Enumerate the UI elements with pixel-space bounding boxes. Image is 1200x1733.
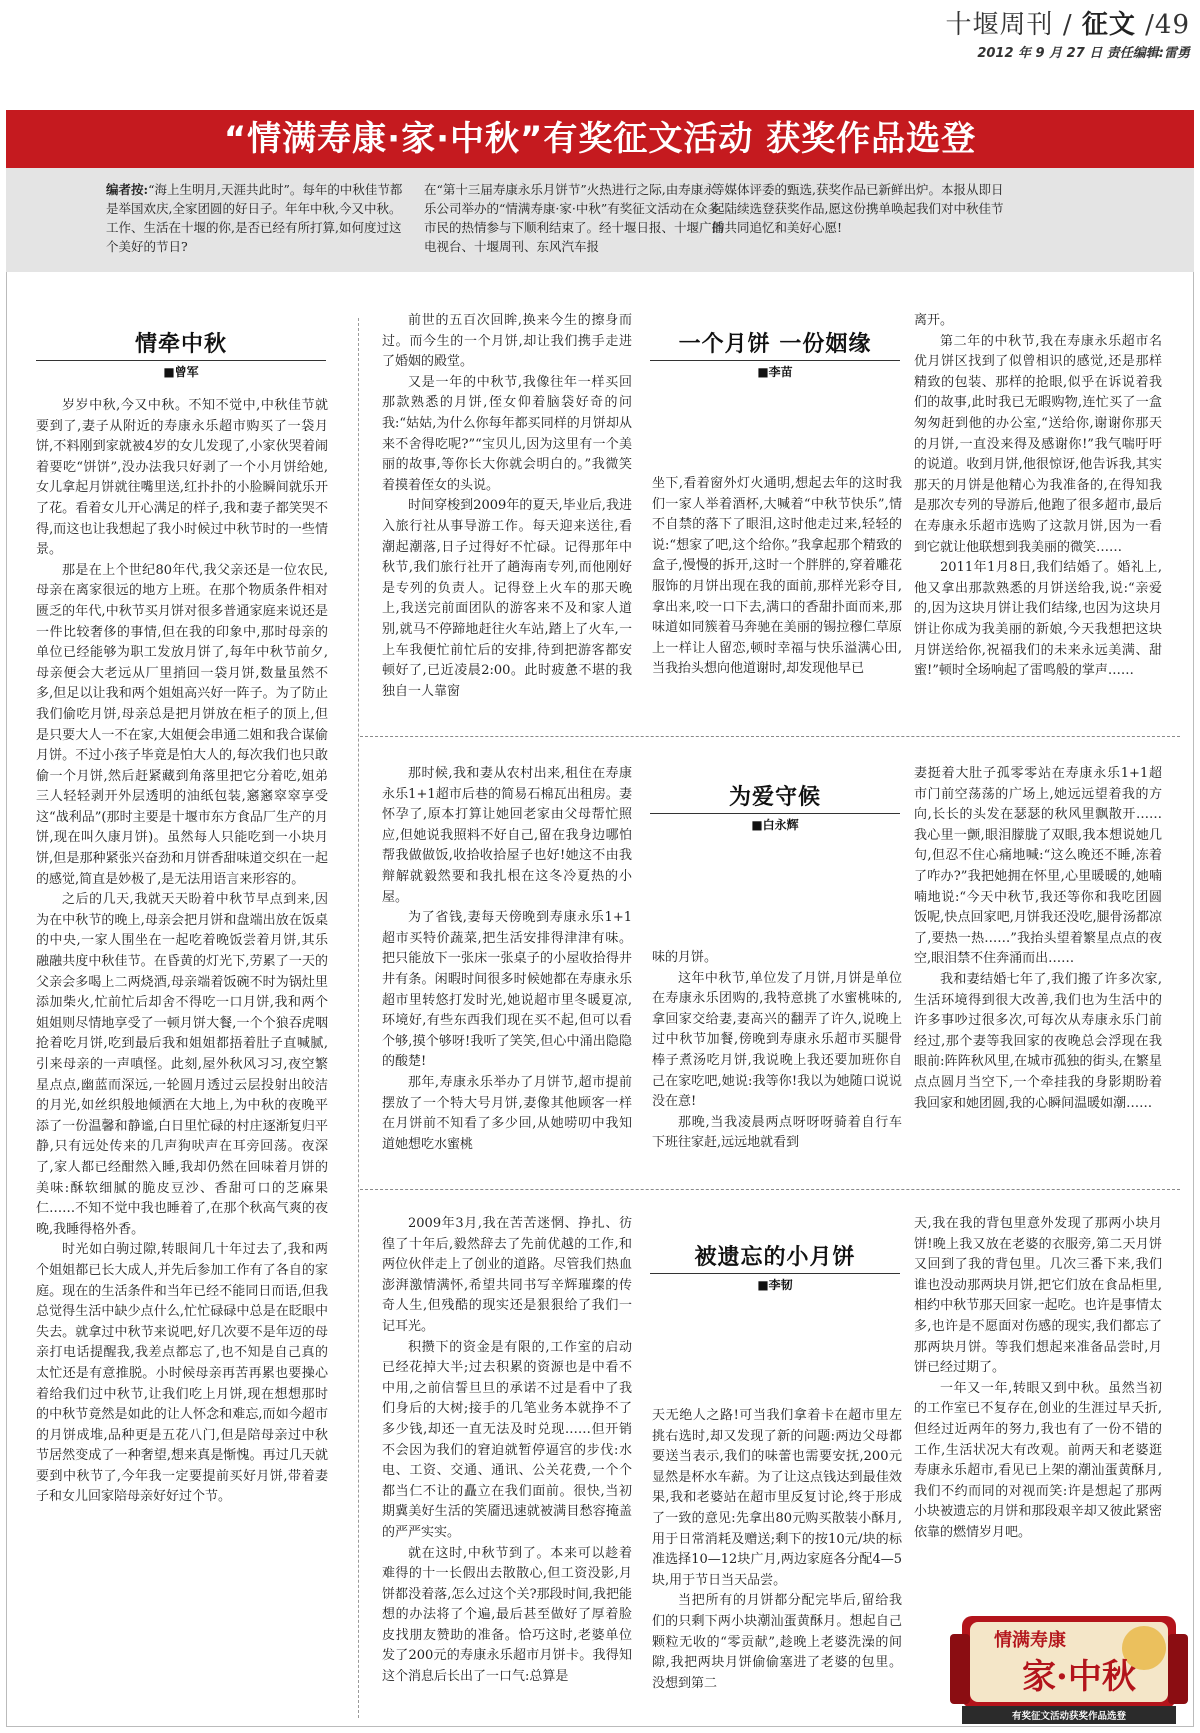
paragraph: 积攒下的资金是有限的,工作室的启动已经花掉大半;过去积累的资源也是中看不中用,之前信誓旦旦的承诺不过是看中了我们身后的大树;接手的几笔业务本就挣不了多少钱,却还一直无法及时兑现……但开销不会因为我们的窘迫就暂停逼宫的步伐:水电、工资、交通、通讯、公关花费,一个个都当仁不让的矗立在我们面前。很快,当初期冀美好生活的笑靥迅速就被满目愁容掩盖的严严实实。 — [382, 1339, 632, 1540]
paragraph: 离开。 — [914, 313, 954, 328]
article-3-title-block — [650, 780, 900, 833]
article-2-title-block — [650, 327, 900, 380]
paragraph: 第二年的中秋节,我在寿康永乐超市名优月饼区找到了似曾相识的感觉,还是那样精致的包装、那样的抢眼,似乎在诉说着我们的故事,此时我已无暇购物,连忙买了一盒匆匆赶到他的办公室,“送给你,谢谢你那天的月饼,一直没来得及感谢你!”我气喘吁吁的说道。收到月饼,他很惊讶,他告诉我,其实那天的月饼是他精心为我准备的,在得知我是那次专列的导游后,他跑了很多超市,最后在寿康永乐超市选购了这款月饼,因为一看到它就让他联想到我美丽的微笑…… — [914, 333, 1162, 555]
page-number: 49 — [1154, 10, 1190, 40]
article-2-body-col2 — [652, 474, 902, 680]
editor-note-col3: 等媒体评委的甄选,获奖作品已新鲜出炉。本报从即日起陆续选登获奖作品,愿这份携单唤起我们对中秋佳节的共同追忆和美好心愿! — [712, 182, 1004, 235]
article-1-body — [36, 396, 328, 1508]
paragraph: 为了省钱,妻每天傍晚到寿康永乐1+1超市买特价蔬菜,把生活安排得津津有味。把只能放下一张床一张桌子的小屋收拾得井井有条。闲暇时间很多时候她都在寿康永乐超市里转悠打发时光,她说超市里冬暖夏凉,环境好,有些东西我们现在买不起,但可以看个够,摸个够呀!我听了笑笑,但心中涌出隐隐的酸楚! — [382, 910, 632, 1070]
title-rule — [650, 1273, 900, 1274]
article-4-title-block — [650, 1240, 900, 1293]
paragraph: 一年又一年,转眼又到中秋。虽然当初的工作室已不复存在,创业的生涯过早夭折,但经过近两年的努力,我也有了一份不错的工作,生活状况大有改观。前两天和老婆逛寿康永乐超市,看见已上架的潮汕蛋黄酥月,我们不约而同的对视而笑:许是想起了那两小块被遗忘的月饼和那段艰辛却又彼此紧密依靠的燃情岁月吧。 — [914, 1380, 1162, 1540]
contest-logo — [944, 1608, 1194, 1728]
section-name: 征文 — [1081, 10, 1136, 40]
section-divider-1 — [360, 736, 1180, 737]
article-2-author: ■李苗 — [757, 365, 793, 379]
article-3-author: ■白永辉 — [751, 818, 799, 832]
article-3-title: 为爱守候 — [728, 785, 821, 810]
editor-note-label: 编者按: — [106, 182, 149, 197]
paragraph: 之后的几天,我就天天盼着中秋节早点到来,因为在中秋节的晚上,母亲会把月饼和盘端出放在饭桌的中央,一家人围坐在一起吃着晚饭尝着月饼,其乐融融共度中秋佳节。在昏黄的灯光下,劳累了一天的父亲会多喝上二两烧酒,母亲端着饭碗不时为锅灶里添加柴火,忙前忙后却舍不得吃一口月饼,我和两个姐姐则尽情地享受了一顿月饼大餐,一个个狼吞虎咽抢着吃月饼,吃到最后我和姐姐都捂着肚子直喊腻,引来母亲的一声嗔怪。此刻,屋外秋风习习,夜空繁星点点,幽蓝而深远,一轮圆月透过云层投射出皎洁的月光,如丝织般地倾洒在大地上,为中秋的夜晚平添了一份温馨和静谧,白日里忙碌的村庄逐渐复归平静,只有远处传来的几声狗吠声在耳旁回荡。夜深了,家人都已经酣然入睡,我却仍然在回味着月饼的美味:酥软细腻的脆皮豆沙、香甜可口的芝麻果仁……不知不觉中我也睡着了,在那个秋高气爽的夜晚,我睡得格外香。 — [36, 892, 328, 1237]
article-1-title: 情牵中秋 — [134, 332, 227, 357]
editor-note-col1 — [106, 180, 406, 256]
article-4-body-col3 — [914, 1214, 1162, 1544]
paragraph: 天无绝人之路!可当我们拿着卡在超市里左挑右选时,却又发现了新的问题:两边父母都要送当表示,我们的味蕾也需要安抚,200元显然是杯水车薪。为了让这点钱达到最佳效果,我和老婆站在超市里反复讨论,终于形成了一致的意见:先拿出80元购买散装小酥月,用于日常消耗及赠送;剩下的按10元/块的标准选择10—12块广月,两边家庭各分配4—5块,用于节日当天品尝。 — [652, 1408, 902, 1588]
paragraph: 当把所有的月饼都分配完毕后,留给我们的只剩下两小块潮汕蛋黄酥月。想起自己颗粒无收的“零贡献”,趁晚上老婆洗澡的间隙,我把两块月饼偷偷塞进了老婆的包里。没想到第二 — [652, 1593, 902, 1691]
paragraph: 妻挺着大肚子孤零零站在寿康永乐1+1超市门前空荡荡的广场上,她远远望着我的方向,长长的头发在瑟瑟的秋风里飘散开……我心里一颤,眼泪朦胧了双眼,我本想说她几句,但忍不住心痛地喊:“这么晚还不睡,冻着了咋办?”我把她拥在怀里,心里暖暖的,她喃喃地说:“今天中秋节,我还等你和我吃团圆饭呢,快点回家吧,月饼我还没吃,腿骨汤都凉了,要热一热……”我抬头望着繁星点点的夜空,眼泪禁不住奔涌而出…… — [914, 766, 1162, 967]
logo-text-line2: 家·中秋 — [1022, 1657, 1136, 1697]
paragraph: 我和妻结婚七年了,我们搬了许多次家,生活环境得到很大改善,我们也为生活中的许多事吵过很多次,可每次从寿康永乐门前经过,那个妻等我回家的夜晚总会浮现在我眼前:阵阵秋风里,在城市孤独的街头,在繁星点点圆月当空下,一个牵挂我的身影期盼着我回家和她团圆,我的心瞬间温暖如潮…… — [914, 971, 1162, 1111]
paragraph: 那晚,当我凌晨两点呀呀呀骑着自行车下班往家赶,远远地就看到 — [652, 1114, 902, 1151]
article-2-body-col1 — [382, 311, 632, 702]
paragraph: 坐下,看着窗外灯火通明,想起去年的这时我们一家人举着酒杯,大喊着“中秋节快乐”,情不自禁的落下了眼泪,这时他走过来,轻轻的说:“想家了吧,这个给你。”我拿起那个精致的盒子,慢慢的拆开,这时一个胖胖的,穿着雕花服饰的月饼出现在我的面前,那样光彩夺目,拿出来,咬一口下去,满口的香甜扑面而来,那味道如同簇着马奔驰在美丽的锡拉穆仁草原上一样让人留恋,顿时幸福与快乐溢满心田,当我抬头想向他道谢时,却发现他早已 — [652, 476, 902, 677]
paragraph: 就在这时,中秋节到了。本来可以趁着难得的十一长假出去散散心,但工资没影,月饼都没着落,怎么过这个关?那段时间,我把能想的办法将了个遍,最后甚至做好了厚着脸皮找朋友赞助的准备。恰巧这时,老婆单位发了200元的寿康永乐超市月饼卡。我得知这个消息后长出了一口气:总算是 — [382, 1545, 632, 1685]
paragraph: 时光如白驹过隙,转眼间几十年过去了,我和两个姐姐都已长大成人,并先后参加工作有了各自的家庭。现在的生活条件和当年已经不能同日而语,但我总觉得生活中缺少点什么,忙忙碌碌中总是在眨眼中失去。就拿过中秋节来说吧,好几次要不是年迈的母亲打电话提醒我,我差点都忘了,也不知是自己真的太忙还是有意推脱。小时候母亲再苦再累也要操心着给我们过中秋节,让我们吃上月饼,现在想想那时的中秋节竟然是如此的让人怀念和难忘,而如今超市的月饼成堆,品种更是五花八门,但是陪母亲过中秋节居然变成了一种奢望,想来真是惭愧。再过几天就要到中秋节了,今年我一定要提前买好月饼,带着妻子和女儿回家陪母亲好好过个节。 — [36, 1242, 328, 1505]
article-1-title-block — [36, 327, 326, 380]
paragraph: 这年中秋节,单位发了月饼,月饼是单位在寿康永乐团购的,我特意挑了水蜜桃味的,拿回家交给妻,妻高兴的翻弄了许久,说晚上过中秋节加餐,傍晚到寿康永乐超市买腿骨棒子煮汤吃月饼,我说晚上我还要加班你自己在家吃吧,她说:我等你!我以为她随口说说没在意! — [652, 970, 902, 1110]
section-divider-2 — [360, 1189, 1180, 1190]
paragraph: 又是一年的中秋节,我像往年一样买回那款熟悉的月饼,侄女仰着脑袋好奇的问我:“姑姑,为什么你每年都买同样的月饼却从来不舍得吃呢?”“宝贝儿,因为这里有一个美丽的故事,等你长大你就会明白的。”我微笑着摸着侄女的头说。 — [382, 374, 632, 493]
logo-text-line3: 有奖征文活动获奖作品选登 — [1011, 1711, 1127, 1722]
masthead-title: 十堰周刊 / 征文 /49 — [945, 10, 1190, 40]
title-rule — [36, 360, 326, 361]
article-4-body-col2 — [652, 1406, 902, 1694]
article-3-body-col3 — [914, 764, 1162, 1114]
article-4-title: 被遗忘的小月饼 — [694, 1245, 856, 1270]
paragraph: 那时候,我和妻从农村出来,租住在寿康永乐1+1超市后巷的简易石棉瓦出租房。妻怀孕了,原本打算让她回老家由父母帮忙照应,但她说我照料不好自己,留在我身边哪怕帮我做做饭,收拾收拾屋子也好!她这不由我辩解就毅然要和我扎根在这冬冷夏热的小屋。 — [382, 766, 632, 905]
paragraph: 那是在上个世纪80年代,我父亲还是一位农民,母亲在离家很远的地方上班。在那个物质条件相对匮乏的年代,中秋节买月饼对很多普通家庭来说还是一件比较奢侈的事情,但在我的印象中,那时母亲的单位已经能够为职工发放月饼了,每年中秋节前夕,母亲便会大老远从厂里捎回一袋月饼,数量虽然不多,但足以让我和两个姐姐高兴好一阵子。为了防止我们偷吃月饼,母亲总是把月饼放在柜子的顶上,但是只要大人一不在家,大姐便会串通二姐和我合谋偷月饼。不过小孩子毕竟是怕大人的,每次我们也只敢偷一个月饼,然后赶紧藏到角落里把它分着吃,姐弟三人轻轻剥开外层透明的油纸包装,窸窸窣窣享受这“战利品”(那时主要是十堰市东方食品厂生产的月饼,现在叫久康月饼)。虽然每人只能吃到一小块月饼,但是那种紧张兴奋劲和月饼香甜味道交织在一起的感觉,简直是妙极了,是无法用语言来形容的。 — [36, 562, 328, 887]
headline-banner: “情满寿康·家·中秋”有奖征文活动 获奖作品选登 — [6, 110, 1194, 168]
paragraph: 天,我在我的背包里意外发现了那两小块月饼!晚上我又放在老婆的衣服旁,第二天月饼又回到了我的背包里。几次三番下来,我们谁也没动那两块月饼,把它们放在食品柜里,相约中秋节那天回家一起吃。也许是事情太多,也许是不愿面对伤感的现实,我们都忘了那两块月饼。等我们想起来准备品尝时,月饼已经过期了。 — [914, 1216, 1162, 1376]
editor-note-col2: 在“第十三届寿康永乐月饼节”火热进行之际,由寿康永乐公司举办的“情满寿康·家·中秋”有奖征文活动在众多市民的热情参与下顺利结束了。经十堰日报、十堰广播电视台、十堰周刊、东风汽车报 — [424, 182, 725, 254]
paragraph: 前世的五百次回眸,换来今生的擦身而过。而今生的一个月饼,却让我们携手走进了婚姻的殿堂。 — [382, 313, 632, 370]
contest-logo-graphic — [944, 1608, 1194, 1728]
title-rule — [650, 813, 900, 814]
column-divider — [358, 318, 359, 1718]
article-3-body-col1 — [382, 764, 632, 1155]
paragraph: 2009年3月,我在苦苦迷惘、挣扎、彷徨了十年后,毅然辞去了先前优越的工作,和两位伙伴走上了创业的道路。尽管我们热血澎湃激情满怀,希望共同书写辛辉璀璨的传奇人生,但残酷的现实还是狠狠给了我们一记耳光。 — [382, 1216, 632, 1334]
paragraph: 2011年1月8日,我们结婚了。婚礼上,他又拿出那款熟悉的月饼送给我,说:“亲爱的,因为这块月饼让我们结缘,也因为这块月饼让你成为我美丽的新娘,今天我想把这块月饼送给你,祝福我们的未来永远美满、甜蜜!”顿时全场响起了雷鸣般的掌声…… — [914, 560, 1162, 679]
paragraph: 那年,寿康永乐举办了月饼节,超市提前摆放了一个特大号月饼,妻像其他顾客一样在月饼前不知看了多少回,从她唠叨中我知道她想吃水蜜桃 — [382, 1074, 632, 1152]
article-2-body-col3 — [914, 311, 1162, 682]
date-editor-line: 2012 年 9 月 27 日 责任编辑:雷勇 — [977, 46, 1190, 61]
article-1-author: ■曾军 — [163, 365, 199, 379]
article-4-body-col1 — [382, 1214, 632, 1688]
article-4-author: ■李韧 — [757, 1278, 793, 1292]
paragraph: 味的月饼。 — [652, 950, 718, 965]
article-2-title: 一个月饼 一份姻缘 — [678, 332, 872, 357]
editor-note-text1: “海上生明月,天涯共此时”。每年的中秋佳节都是举国欢庆,全家团圆的好日子。年年中秋,今又中秋。工作、生活在十堰的你,是否已经有所打算,如何度过这个美好的节日? — [106, 182, 403, 254]
paragraph: 岁岁中秋,今又中秋。不知不觉中,中秋佳节就要到了,妻子从附近的寿康永乐超市购买了一袋月饼,不料刚到家就被4岁的女儿发现了,小家伙哭着闹着要吃“饼饼”,没办法我只好剥了一个小月饼给她,女儿拿起月饼就往嘴里送,红扑扑的小脸瞬间就乐开了花。看着女儿开心满足的样子,我和妻子都笑哭不得,而这也让我想起了我小时候过中秋节时的一些情景。 — [36, 398, 328, 558]
logo-text-line1: 情满寿康 — [994, 1630, 1066, 1651]
paper-name: 十堰周刊 — [945, 10, 1054, 40]
masthead — [0, 0, 1200, 110]
article-3-body-col2 — [652, 948, 902, 1154]
editor-note-box — [6, 168, 1194, 272]
title-rule — [650, 360, 900, 361]
paragraph: 时间穿梭到2009年的夏天,毕业后,我进入旅行社从事导游工作。每天迎来送往,看潮起潮落,日子过得好不忙碌。记得那年中秋节,我们旅行社开了趟海南专列,而他刚好是专列的负责人。记得登上火车的那天晚上,我送完前面团队的游客来不及和家人道别,就马不停蹄地赶往火车站,踏上了火车,一上车我便忙前忙后的安排,待到把游客都安顿好了,已近凌晨2:00。此时疲惫不堪的我独自一人靠窗 — [382, 498, 632, 699]
